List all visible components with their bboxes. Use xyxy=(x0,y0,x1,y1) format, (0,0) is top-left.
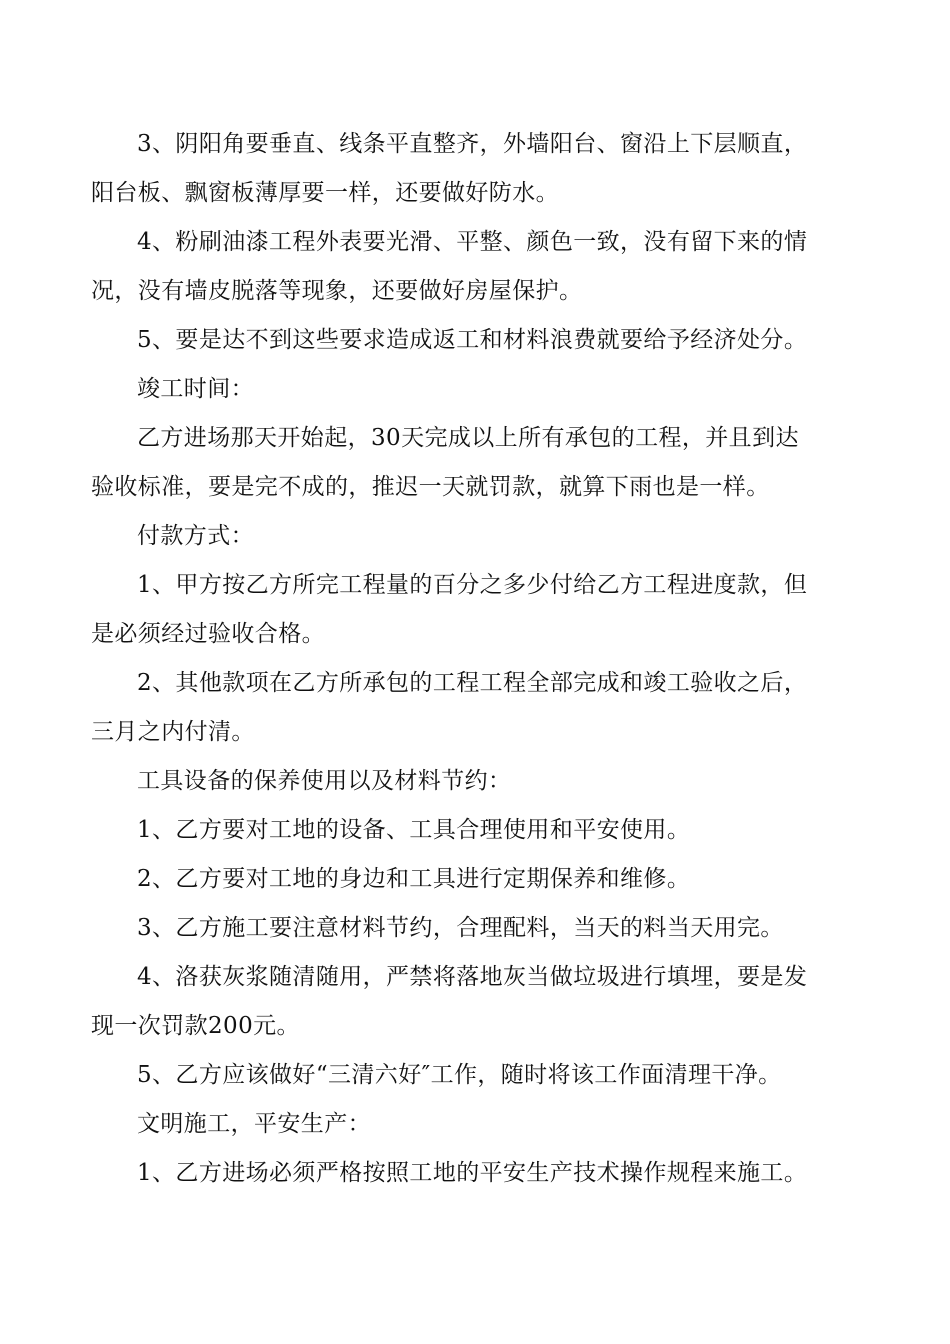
text-line: 工具设备的保养使用以及材料节约： xyxy=(137,768,512,794)
section-heading-payment-method xyxy=(137,512,827,561)
section-heading-equipment xyxy=(137,757,827,806)
paragraph-safety-1 xyxy=(137,1149,827,1198)
text-line: 付款方式： xyxy=(137,523,254,549)
paragraph-clause-3 xyxy=(91,120,827,218)
text-line: 乙方进场那天开始起，30天完成以上所有承包的工程，并且到达 xyxy=(137,425,799,451)
paragraph-payment-1 xyxy=(91,561,827,659)
text-line: 验收标准，要是完不成的，推迟一天就罚款，就算下雨也是一样。 xyxy=(91,474,770,500)
section-heading-safety xyxy=(137,1100,827,1149)
paragraph-equipment-3 xyxy=(137,904,827,953)
paragraph-equipment-4 xyxy=(91,953,827,1051)
text-line: 4、粉刷油漆工程外表要光滑、平整、颜色一致，没有留下来的情 xyxy=(137,229,808,255)
text-line: 1、甲方按乙方所完工程量的百分之多少付给乙方工程进度款，但 xyxy=(137,572,808,598)
text-line: 2、乙方要对工地的身边和工具进行定期保养和维修。 xyxy=(137,866,691,892)
paragraph-equipment-1 xyxy=(137,806,827,855)
text-line: 3、阴阳角要垂直、线条平直整齐，外墙阳台、窗沿上下层顺直， xyxy=(137,131,808,157)
text-line: 现一次罚款200元。 xyxy=(91,1013,300,1039)
paragraph-equipment-5 xyxy=(137,1051,827,1100)
paragraph-payment-2 xyxy=(91,659,827,757)
text-line: 阳台板、飘窗板薄厚要一样，还要做好防水。 xyxy=(91,180,559,206)
text-line: 5、要是达不到这些要求造成返工和材料浪费就要给予经济处分。 xyxy=(137,327,808,353)
text-line: 况，没有墙皮脱落等现象，还要做好房屋保护。 xyxy=(91,278,583,304)
text-line: 是必须经过验收合格。 xyxy=(91,621,325,647)
paragraph-completion-time xyxy=(91,414,827,512)
text-line: 1、乙方进场必须严格按照工地的平安生产技术操作规程来施工。 xyxy=(137,1160,808,1186)
text-line: 竣工时间： xyxy=(137,376,254,402)
paragraph-clause-5 xyxy=(137,316,827,365)
text-line: 3、乙方施工要注意材料节约，合理配料，当天的料当天用完。 xyxy=(137,915,784,941)
document-body xyxy=(91,120,827,1198)
text-line: 文明施工，平安生产： xyxy=(137,1111,371,1137)
text-line: 1、乙方要对工地的设备、工具合理使用和平安使用。 xyxy=(137,817,691,843)
text-line: 5、乙方应该做好“三清六好″工作，随时将该工作面清理干净。 xyxy=(137,1062,782,1088)
paragraph-clause-4 xyxy=(91,218,827,316)
section-heading-completion-time xyxy=(137,365,827,414)
paragraph-equipment-2 xyxy=(137,855,827,904)
text-line: 4、洛获灰浆随清随用，严禁将落地灰当做垃圾进行填埋，要是发 xyxy=(137,964,808,990)
text-line: 2、其他款项在乙方所承包的工程工程全部完成和竣工验收之后， xyxy=(137,670,808,696)
text-line: 三月之内付清。 xyxy=(91,719,255,745)
